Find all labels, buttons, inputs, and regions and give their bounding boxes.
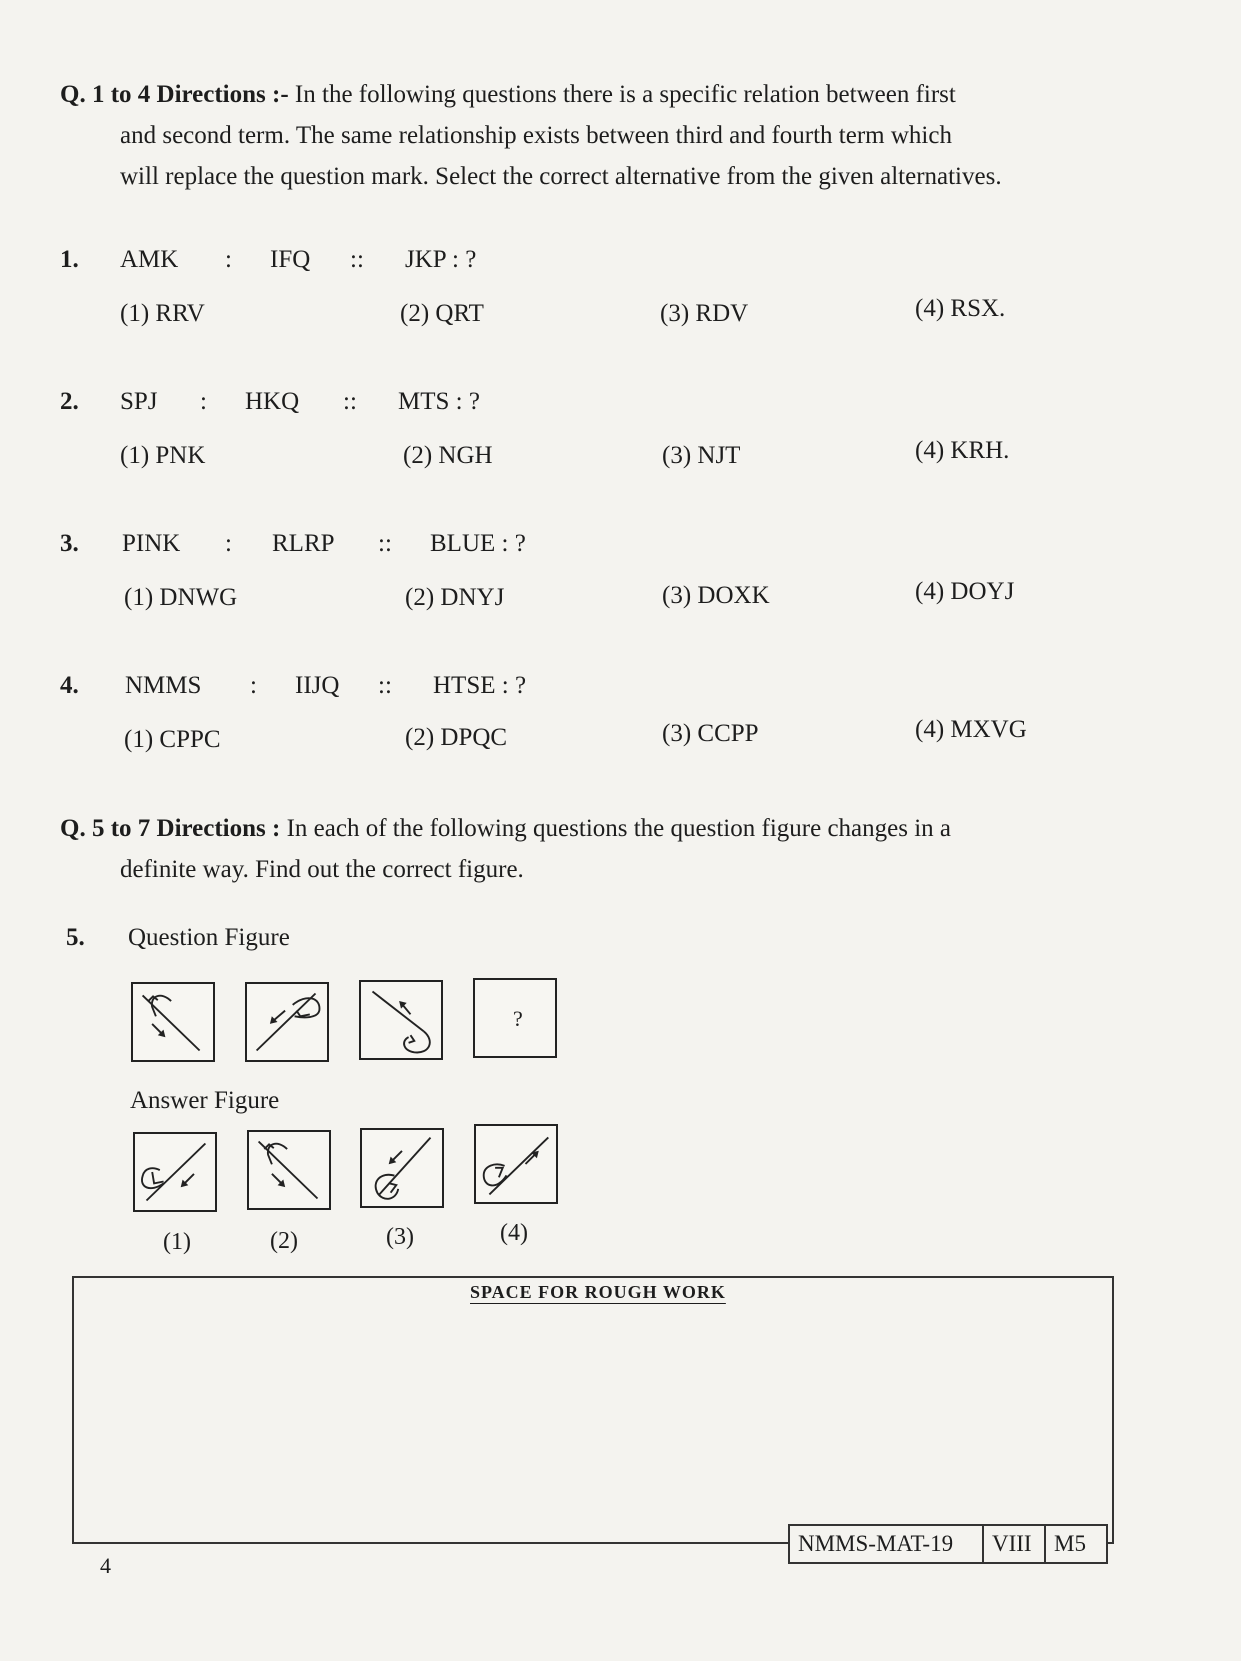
diagonal-arrow-figure bbox=[249, 1132, 329, 1208]
term-separator: : bbox=[200, 388, 207, 415]
directions-text: In the following questions there is a specific relation between first bbox=[294, 81, 956, 108]
diagonal-arrow-figure bbox=[361, 982, 441, 1058]
question-number: 5. bbox=[66, 924, 85, 951]
option-3[interactable]: (3) DOXK bbox=[662, 582, 770, 609]
option-3[interactable]: (3) RDV bbox=[660, 300, 749, 327]
answer-figure-label: Answer Figure bbox=[130, 1087, 280, 1114]
answer-figure-4[interactable] bbox=[474, 1124, 558, 1204]
directions-text: definite way. Find out the correct figure. bbox=[120, 856, 524, 883]
question-number: 1. bbox=[60, 246, 79, 273]
question-figure-label: Question Figure bbox=[128, 924, 290, 951]
question-figure-1 bbox=[131, 982, 215, 1062]
directions-text: and second term. The same relationship exists between third and fourth term which bbox=[120, 122, 952, 149]
question-figure-4 bbox=[473, 978, 557, 1058]
term-separator: : bbox=[250, 672, 257, 699]
option-3[interactable]: (3) CCPP bbox=[662, 720, 759, 747]
class-code: VIII bbox=[982, 1524, 1046, 1564]
answer-number-2: (2) bbox=[270, 1228, 298, 1254]
rough-work-title: SPACE FOR ROUGH WORK bbox=[470, 1282, 726, 1302]
term-2: IIJQ bbox=[295, 672, 340, 699]
paper-code: NMMS-MAT-19 bbox=[788, 1524, 984, 1564]
option-4[interactable]: (4) KRH. bbox=[915, 437, 1010, 464]
analogy-separator: :: bbox=[378, 530, 392, 557]
diagonal-arrow-figure bbox=[476, 1126, 556, 1202]
answer-number-1: (1) bbox=[163, 1229, 191, 1255]
diagonal-arrow-figure bbox=[133, 984, 213, 1060]
term-separator: : bbox=[225, 530, 232, 557]
term-3: MTS : ? bbox=[398, 388, 480, 415]
question-figure-2 bbox=[245, 982, 329, 1062]
option-3[interactable]: (3) NJT bbox=[662, 442, 741, 469]
term-separator: : bbox=[225, 246, 232, 273]
option-1[interactable]: (1) PNK bbox=[120, 442, 206, 469]
option-2[interactable]: (2) DPQC bbox=[405, 724, 508, 751]
page-number: 4 bbox=[100, 1553, 111, 1578]
rough-work-area[interactable] bbox=[72, 1276, 1114, 1544]
term-1: NMMS bbox=[125, 672, 202, 699]
directions-text: In each of the following questions the question figure changes in a bbox=[286, 815, 951, 842]
set-code: M5 bbox=[1044, 1524, 1108, 1564]
term-2: IFQ bbox=[270, 246, 311, 273]
option-1[interactable]: (1) CPPC bbox=[124, 726, 221, 753]
diagonal-arrow-figure bbox=[362, 1130, 442, 1206]
term-1: AMK bbox=[120, 246, 179, 273]
option-4[interactable]: (4) RSX. bbox=[915, 295, 1006, 322]
question-figure-3 bbox=[359, 980, 443, 1060]
option-2[interactable]: (2) DNYJ bbox=[405, 584, 505, 611]
directions-q5-7 bbox=[60, 808, 1120, 890]
diagonal-arrow-figure bbox=[135, 1134, 215, 1210]
answer-number-4: (4) bbox=[500, 1220, 528, 1246]
directions-text: will replace the question mark. Select the correct alternative from the given alternatives. bbox=[120, 163, 1002, 190]
question-number: 4. bbox=[60, 672, 79, 699]
question-number: 2. bbox=[60, 388, 79, 415]
option-2[interactable]: (2) NGH bbox=[403, 442, 493, 469]
option-4[interactable]: (4) DOYJ bbox=[915, 578, 1015, 605]
question-mark: ? bbox=[513, 1006, 523, 1031]
question-number: 3. bbox=[60, 530, 79, 557]
directions-q1-4 bbox=[60, 74, 1120, 197]
analogy-separator: :: bbox=[343, 388, 357, 415]
answer-figure-3[interactable] bbox=[360, 1128, 444, 1208]
term-2: HKQ bbox=[245, 388, 300, 415]
answer-figure-1[interactable] bbox=[133, 1132, 217, 1212]
term-3: JKP : ? bbox=[405, 246, 477, 273]
option-1[interactable]: (1) RRV bbox=[120, 300, 205, 327]
answer-number-3: (3) bbox=[386, 1224, 414, 1250]
analogy-separator: :: bbox=[378, 672, 392, 699]
term-1: SPJ bbox=[120, 388, 158, 415]
diagonal-arrow-figure bbox=[247, 984, 327, 1060]
option-2[interactable]: (2) QRT bbox=[400, 300, 484, 327]
term-2: RLRP bbox=[272, 530, 335, 557]
term-1: PINK bbox=[122, 530, 181, 557]
option-4[interactable]: (4) MXVG bbox=[915, 716, 1027, 743]
directions-label: Q. 5 to 7 Directions : bbox=[60, 815, 281, 842]
directions-label: Q. 1 to 4 Directions :- bbox=[60, 81, 289, 108]
option-1[interactable]: (1) DNWG bbox=[124, 584, 238, 611]
analogy-separator: :: bbox=[350, 246, 364, 273]
answer-figure-2[interactable] bbox=[247, 1130, 331, 1210]
term-3: HTSE : ? bbox=[433, 672, 527, 699]
term-3: BLUE : ? bbox=[430, 530, 526, 557]
